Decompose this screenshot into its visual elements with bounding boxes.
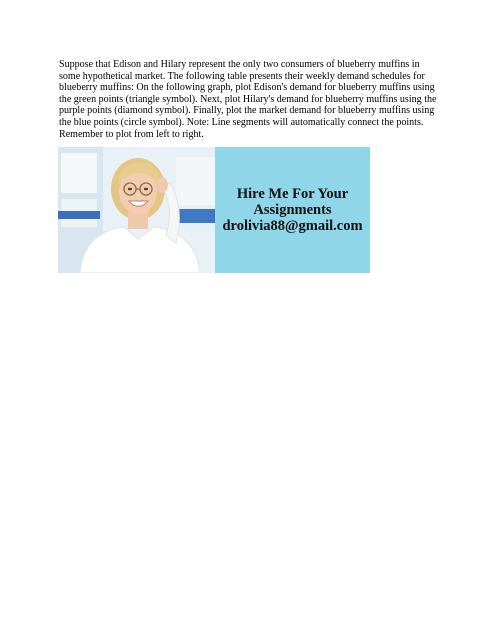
hire-me-panel bbox=[215, 147, 370, 273]
advertisement-banner bbox=[58, 147, 370, 273]
problem-paragraph: Suppose that Edison and Hilary represent the only two consumers of blueberry muffins in some hypothetical market. The following table presents their weekly demand schedules for blueberry muffins: On the following graph, plot Edison's demand for blueberry muffins using the green points (triangle symbol). Next, plot Hilary's demand for blueberry muffins using the purple points (diamond symbol). Finally, plot the market demand for blueberry muffins using the blue points (circle symbol). Note: Line segments will automatically connect the points. Remember to plot from left to right. bbox=[59, 59, 437, 140]
woman-with-glasses-photo bbox=[58, 147, 215, 273]
ad-headline: Hire Me For Your bbox=[236, 186, 349, 202]
ad-subheadline: Assignments bbox=[253, 202, 332, 218]
ad-email: drolivia88@gmail.com bbox=[222, 218, 363, 234]
